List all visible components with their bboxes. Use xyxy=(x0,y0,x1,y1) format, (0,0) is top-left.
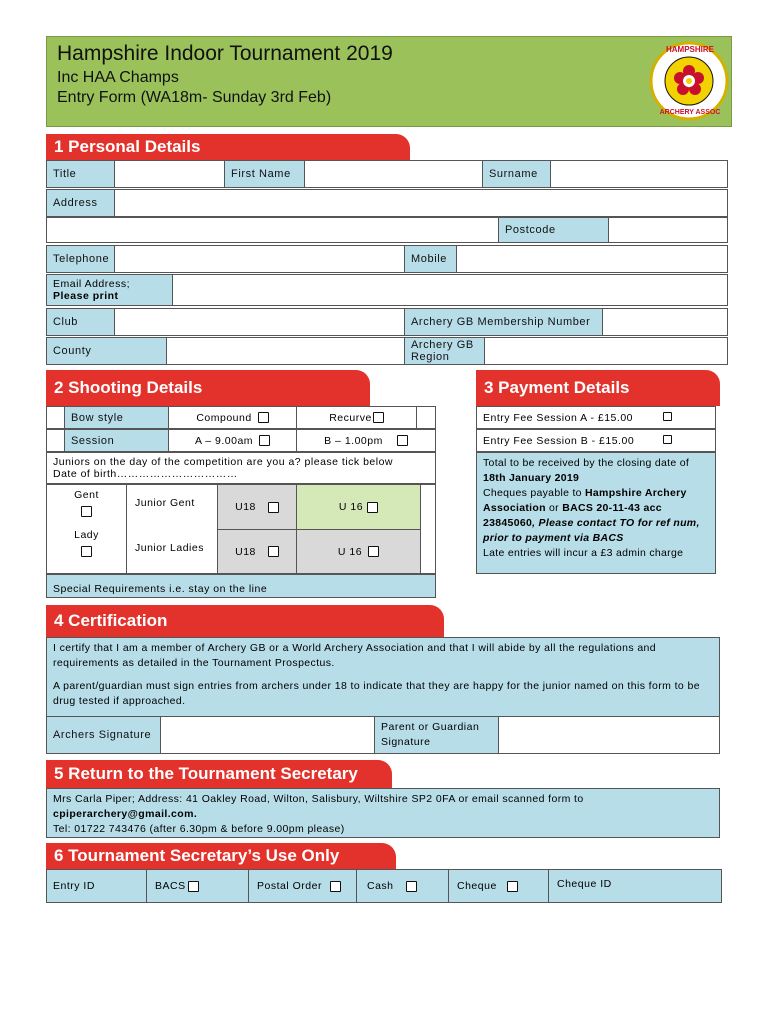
u16-lady-checkbox[interactable] xyxy=(368,546,379,557)
row-phone xyxy=(46,245,728,273)
parent-signature-label: Parent or Guardian Signature xyxy=(375,717,499,753)
logo-text-top: HAMPSHIRE xyxy=(665,45,714,54)
postal-order-option[interactable]: Postal Order xyxy=(249,870,357,902)
row-email xyxy=(46,274,728,306)
row-county xyxy=(46,337,728,365)
bow-style-spacer xyxy=(47,407,65,428)
mobile-label: Mobile xyxy=(405,246,457,272)
session-label: Session xyxy=(65,430,169,451)
first-name-field[interactable] xyxy=(305,161,483,187)
bacs-option[interactable]: BACS xyxy=(147,870,249,902)
title-field[interactable] xyxy=(115,161,225,187)
form-subtitle-1: Inc HAA Champs xyxy=(57,69,179,86)
email-label xyxy=(47,275,173,305)
personal-details-heading: 1 Personal Details xyxy=(46,134,410,160)
junior-gent-label: Junior Gent xyxy=(135,497,195,509)
shooting-details-heading: 2 Shooting Details xyxy=(46,370,370,406)
session-b-option[interactable]: B – 1.00pm xyxy=(297,430,435,451)
email-label-line2: Please print xyxy=(53,290,119,302)
u18-gent-checkbox[interactable] xyxy=(268,502,279,513)
title-label: Title xyxy=(47,161,115,187)
mobile-field[interactable] xyxy=(457,246,727,272)
u18-lady-checkbox[interactable] xyxy=(268,546,279,557)
address-field-1[interactable] xyxy=(115,190,727,216)
telephone-field[interactable] xyxy=(115,246,405,272)
secretary-heading: 6 Tournament Secretary’s Use Only xyxy=(46,843,396,869)
juniors-text-line2: Date of birth…………………………… xyxy=(53,468,238,480)
hampshire-archery-logo xyxy=(649,41,729,121)
fee-a-checkbox[interactable] xyxy=(663,412,672,421)
entry-id-label: Entry ID xyxy=(47,870,147,902)
secretary-row xyxy=(46,869,722,903)
return-phone: Tel: 01722 743476 (after 6.30pm & before 9.00pm please) xyxy=(53,823,345,835)
u18-gent-cell[interactable]: U18 xyxy=(217,485,297,529)
certification-para-1: I certify that I am a member of Archery GB or a World Archery Association and that I will abide by all the regulations and requirements as detailed in the Tournament Prospectus. xyxy=(53,642,657,669)
compound-checkbox[interactable] xyxy=(258,412,269,423)
u16-gent-checkbox[interactable] xyxy=(367,502,378,513)
postcode-field[interactable] xyxy=(609,218,727,242)
payment-info-7: Late entries will incur a £3 admin charge xyxy=(483,547,684,559)
return-info xyxy=(46,788,720,838)
parent-signature-field[interactable] xyxy=(499,717,719,753)
club-label: Club xyxy=(47,309,115,335)
signature-row xyxy=(46,716,720,754)
fee-a-label: Entry Fee Session A - £15.00 xyxy=(483,411,633,424)
postal-order-checkbox[interactable] xyxy=(330,881,341,892)
payment-info-1: Total to be received by the closing date of xyxy=(483,457,690,469)
first-name-label: First Name xyxy=(225,161,305,187)
juniors-info xyxy=(46,452,436,484)
return-line-1: Mrs Carla Piper; Address: 41 Oakley Road, Wilton, Salisbury, Wiltshire SP2 0FA or email scanned form to xyxy=(53,793,584,805)
cheque-option[interactable]: Cheque xyxy=(449,870,549,902)
email-label-line1: Email Address; xyxy=(53,278,131,290)
junior-grid xyxy=(46,484,436,574)
row-session xyxy=(46,429,436,452)
certification-heading: 4 Certification xyxy=(46,605,444,637)
surname-label: Surname xyxy=(483,161,551,187)
address-label: Address xyxy=(47,190,115,216)
fee-b-row[interactable] xyxy=(476,429,716,452)
fee-a-row[interactable] xyxy=(476,406,716,429)
cash-checkbox[interactable] xyxy=(406,881,417,892)
bow-style-extra xyxy=(417,407,435,428)
header-banner xyxy=(46,36,732,127)
cheque-id-label: Cheque ID xyxy=(557,878,612,890)
row-bow-style xyxy=(46,406,436,429)
telephone-label: Telephone xyxy=(47,246,115,272)
special-requirements[interactable] xyxy=(46,574,436,598)
form-subtitle-2: Entry Form (WA18m- Sunday 3rd Feb) xyxy=(57,89,332,106)
certification-text xyxy=(46,637,720,717)
u18-lady-cell[interactable]: U18 xyxy=(217,529,297,573)
archer-signature-label: Archers Signature xyxy=(47,717,161,753)
payment-info-2: 18th January 2019 xyxy=(483,472,580,484)
gent-cell xyxy=(47,485,127,529)
row-club xyxy=(46,308,728,336)
payment-info-6: prior to payment via BACS xyxy=(483,532,624,544)
lady-cell xyxy=(47,529,127,573)
return-heading: 5 Return to the Tournament Secretary xyxy=(46,760,392,788)
payment-details-heading: 3 Payment Details xyxy=(476,370,720,406)
form-title: Hampshire Indoor Tournament 2019 xyxy=(57,42,393,65)
cheque-checkbox[interactable] xyxy=(507,881,518,892)
county-label: County xyxy=(47,338,167,364)
junior-ladies-label: Junior Ladies xyxy=(135,542,204,554)
postcode-label: Postcode xyxy=(499,218,609,242)
row-address-2 xyxy=(46,217,728,243)
cash-option[interactable]: Cash xyxy=(357,870,449,902)
lady-checkbox[interactable] xyxy=(81,546,92,557)
certification-para-2: A parent/guardian must sign entries from archers under 18 to indicate that they are happy for the junior named on this form to be drug tested if approached. xyxy=(53,680,700,707)
row-address xyxy=(46,189,728,217)
compound-option[interactable]: Compound xyxy=(169,407,297,428)
fee-b-label: Entry Fee Session B - £15.00 xyxy=(483,434,635,447)
club-field[interactable] xyxy=(115,309,405,335)
region-label: Archery GB Region xyxy=(405,338,485,364)
special-requirements-label: Special Requirements i.e. stay on the line xyxy=(53,583,268,595)
region-field[interactable] xyxy=(485,338,727,364)
payment-info-3: Cheques payable to Hampshire Archery xyxy=(483,487,687,499)
payment-info xyxy=(476,452,716,574)
email-field[interactable] xyxy=(173,275,727,305)
session-a-checkbox[interactable] xyxy=(259,435,270,446)
row-name xyxy=(46,160,728,188)
recurve-checkbox[interactable] xyxy=(373,412,384,423)
return-email: cpiperarchery@gmail.com. xyxy=(53,808,198,820)
gent-label: Gent xyxy=(74,489,99,501)
juniors-text-line1: Juniors on the day of the competition are you a? please tick below xyxy=(53,456,394,468)
u16-lady-cell[interactable]: U 16 xyxy=(297,529,421,573)
archer-signature-field[interactable] xyxy=(161,717,375,753)
gent-checkbox[interactable] xyxy=(81,506,92,517)
address-field-2[interactable] xyxy=(47,218,499,242)
bacs-checkbox[interactable] xyxy=(188,881,199,892)
bow-style-label: Bow style xyxy=(65,407,169,428)
session-a-option[interactable]: A – 9.00am xyxy=(169,430,297,451)
surname-field[interactable] xyxy=(551,161,727,187)
membership-field[interactable] xyxy=(603,309,727,335)
payment-info-5: 23845060, Please contact TO for ref num, xyxy=(483,517,700,529)
logo-text-bottom: ARCHERY ASSOC xyxy=(659,109,721,116)
session-spacer xyxy=(47,430,65,451)
session-b-checkbox[interactable] xyxy=(397,435,408,446)
payment-info-4: Association or BACS 20-11-43 acc xyxy=(483,502,662,514)
lady-label: Lady xyxy=(74,529,99,541)
county-field[interactable] xyxy=(167,338,405,364)
fee-b-checkbox[interactable] xyxy=(663,435,672,444)
u16-gent-cell[interactable]: U 16 xyxy=(297,485,421,529)
membership-label: Archery GB Membership Number xyxy=(405,309,603,335)
recurve-option[interactable]: Recurve xyxy=(297,407,417,428)
